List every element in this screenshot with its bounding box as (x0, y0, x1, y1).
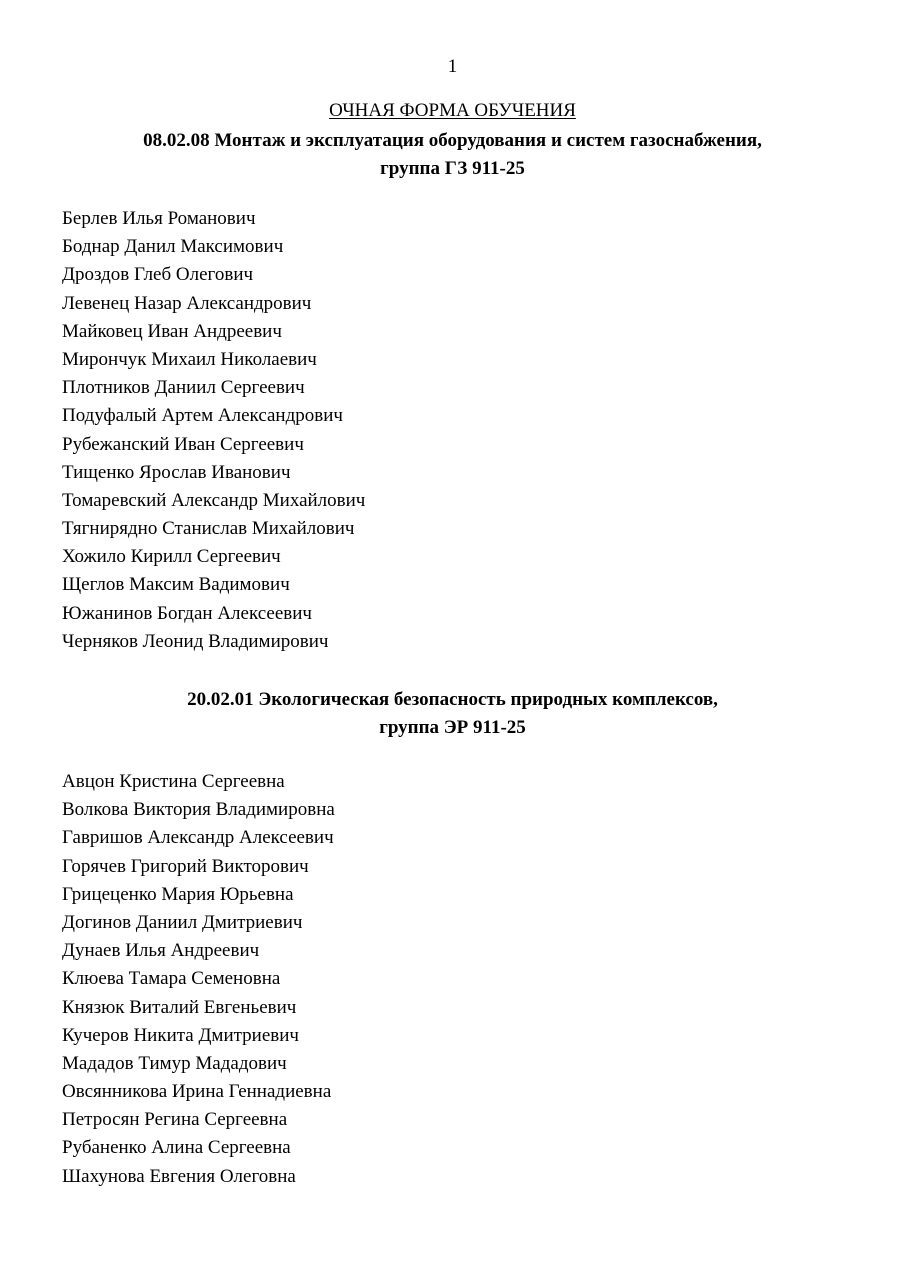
section-heading-gz (0, 127, 905, 183)
list-item: Южанинов Богдан Алексеевич (62, 602, 312, 624)
list-item: Дроздов Глеб Олегович (62, 264, 254, 286)
list-item: Щеглов Максим Вадимович (62, 574, 290, 596)
list-item: Берлев Илья Романович (62, 208, 256, 229)
list-item: Дунаев Илья Андреевич (62, 940, 260, 962)
list-item: Авцон Кристина Сергеевна (62, 771, 285, 792)
list-item: Томаревский Александр Михайлович (62, 489, 366, 511)
list-item: Князюк Виталий Евгеньевич (62, 996, 297, 1018)
list-item: Боднар Данил Максимович (62, 236, 284, 258)
list-item: Кучеров Никита Дмитриевич (62, 1024, 299, 1046)
list-item: Овсянникова Ирина Геннадиевна (62, 1081, 332, 1103)
list-item: Левенец Назар Александрович (62, 292, 312, 314)
list-item: Волкова Виктория Владимировна (62, 799, 335, 821)
form-title: ОЧНАЯ ФОРМА ОБУЧЕНИЯ (329, 100, 576, 121)
list-item: Грицеценко Мария Юрьевна (62, 883, 294, 905)
list-item: Шахунова Евгения Олеговна (62, 1165, 296, 1187)
list-item: Рубежанский Иван Сергеевич (62, 433, 304, 455)
list-item: Подуфалый Артем Александрович (62, 405, 343, 427)
section-specialty-title: 20.02.01 Экологическая безопасность природных комплексов, (187, 689, 718, 710)
list-item: Черняков Леонид Владимирович (62, 630, 329, 652)
student-list-gz (62, 205, 365, 656)
list-item: Тягнирядно Станислав Михайлович (62, 518, 355, 540)
list-item: Тищенко Ярослав Иванович (62, 461, 291, 483)
section-heading-er (0, 686, 905, 742)
list-item: Клюева Тамара Семеновна (62, 968, 281, 990)
list-item: Рубаненко Алина Сергеевна (62, 1137, 291, 1159)
list-item: Плотников Даниил Сергеевич (62, 377, 305, 399)
list-item: Горячев Григорий Викторович (62, 855, 309, 877)
list-item: Догинов Даниил Дмитриевич (62, 911, 303, 933)
list-item: Мирончук Михаил Николаевич (62, 348, 317, 370)
page-number: 1 (447, 56, 458, 77)
list-item: Петросян Регина Сергеевна (62, 1109, 288, 1131)
section-specialty-title: 08.02.08 Монтаж и эксплуатация оборудования и систем газоснабжения, (143, 130, 762, 151)
list-item: Гавришов Александр Алексеевич (62, 827, 334, 849)
list-item: Хожило Кирилл Сергеевич (62, 546, 281, 568)
list-item: Мададов Тимур Мададович (62, 1052, 287, 1074)
section-group-title: группа ГЗ 911-25 (380, 158, 525, 179)
list-item: Майковец Иван Андреевич (62, 320, 282, 342)
section-group-title: группа ЭР 911-25 (379, 717, 526, 738)
student-list-er (62, 768, 335, 1191)
